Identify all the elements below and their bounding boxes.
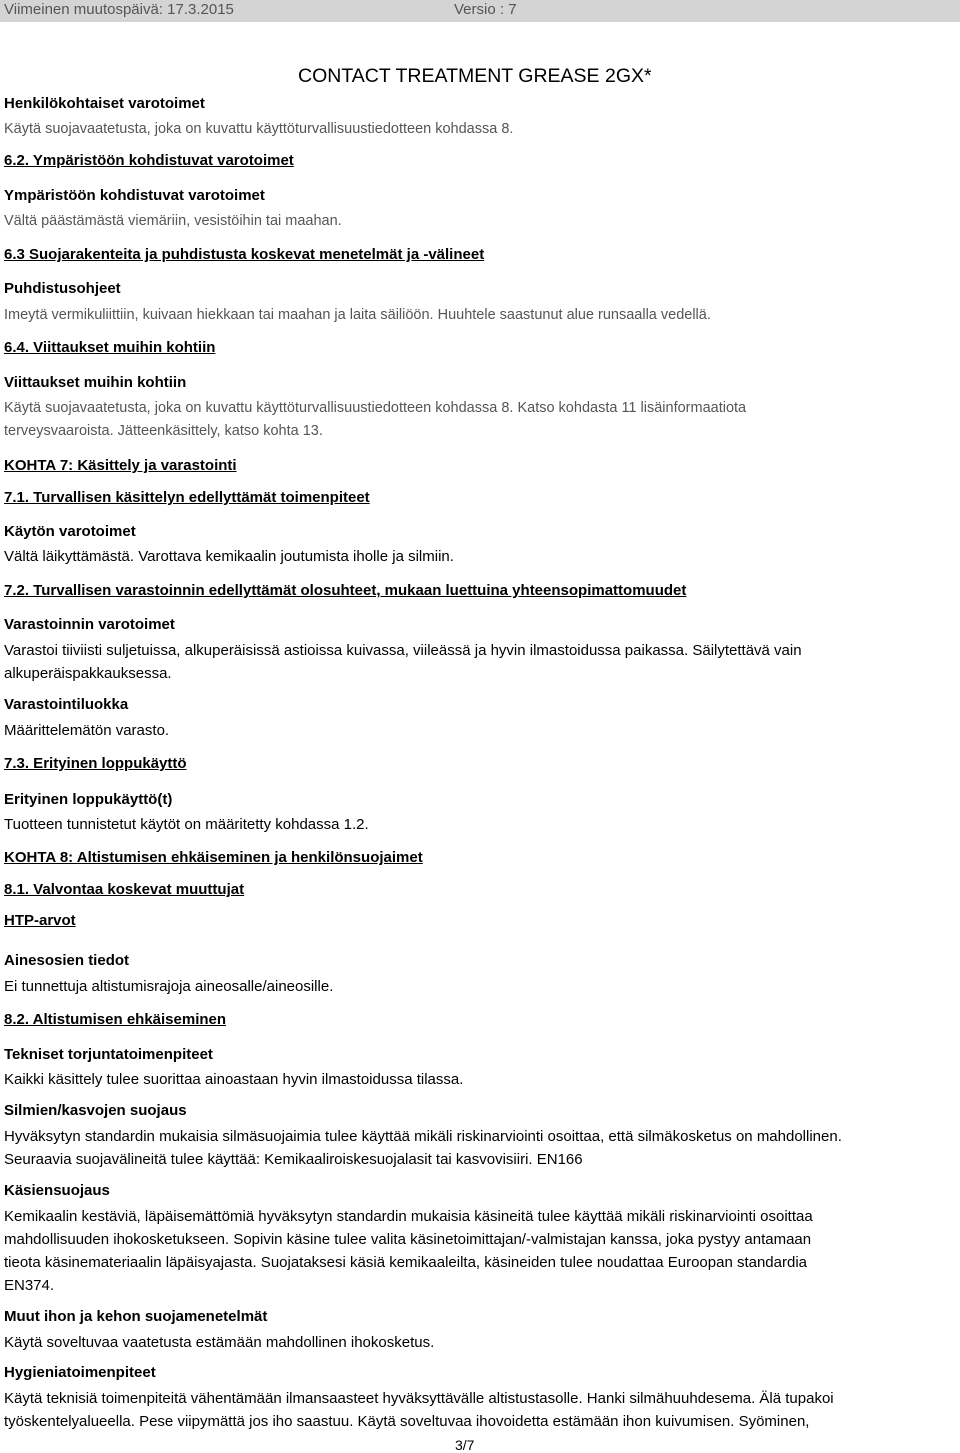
section-heading: 7.1. Turvallisen käsittelyn edellyttämät toimenpiteet	[4, 489, 370, 506]
section-heading: Imeytä vermikuliittiin, kuivaan hiekkaan tai maahan ja laita säiliöön. Huuhtele saastunut alue runsaalla vedellä.	[4, 307, 711, 323]
body-text: Seuraavia suojavälineitä tulee käyttää: Kemikaaliroiskesuojalasit tai kasvovisiiri. EN166	[4, 1151, 583, 1168]
section-heading: 7.2. Turvallisen varastoinnin edellyttämät olosuhteet, mukaan luettuina yhteensopimattomuudet	[4, 582, 687, 599]
section-heading: KOHTA 8: Altistumisen ehkäiseminen ja henkilönsuojaimet	[4, 849, 423, 866]
body-text: tieota käsinemateriaalin läpäisyajasta. Suojataksesi käsiä kemikaaleilta, käsineiden tulee noudattaa Euroopan standardia	[4, 1254, 807, 1271]
product-title: CONTACT TREATMENT GREASE 2GX*	[298, 65, 652, 87]
section-heading: Käytä suojavaatetusta, joka on kuvattu käyttöturvallisuustiedotteen kohdassa 8.	[4, 121, 514, 137]
section-heading: 8.2. Altistumisen ehkäiseminen	[4, 1011, 227, 1028]
section-heading: HTP-arvot	[4, 912, 76, 929]
section-heading: 6.2. Ympäristöön kohdistuvat varotoimet	[4, 152, 294, 169]
section-heading: 8.1. Valvontaa koskevat muuttujat	[4, 881, 245, 898]
body-text: työskentelyalueella. Pese viipymättä jos iho saastuu. Käytä soveltuvaa ihovoidetta estämään ihon kuivumisen. Syöminen,	[4, 1413, 810, 1430]
subheading: Hygieniatoimenpiteet	[4, 1364, 156, 1381]
section-heading: KOHTA 7: Käsittely ja varastointi	[4, 457, 237, 474]
section-heading: terveysvaaroista. Jätteenkäsittely, katso kohta 13.	[4, 423, 323, 439]
body-text: Tuotteen tunnistetut käytöt on määritetty kohdassa 1.2.	[4, 816, 369, 833]
page-number: 3/7	[455, 1437, 475, 1453]
body-text: alkuperäispakkauksessa.	[4, 665, 172, 682]
body-text: mahdollisuuden ihokosketukseen. Sopivin käsine tulee valita käsinetoimittajan/-valmistajan kanssa, joka pystyy antamaan	[4, 1231, 812, 1248]
subheading: Varastoinnin varotoimet	[4, 616, 175, 633]
body-text: Määrittelemätön varasto.	[4, 722, 170, 739]
subheading: Tekniset torjuntatoimenpiteet	[4, 1046, 213, 1063]
subheading: Henkilökohtaiset varotoimet	[4, 95, 205, 112]
body-text: Käytä soveltuvaa vaatetusta estämään mahdollinen ihokosketus.	[4, 1334, 435, 1351]
body-text: Ei tunnettuja altistumisrajoja aineosalle/aineosille.	[4, 978, 334, 995]
body-text: Käytä teknisiä toimenpiteitä vähentämään ilmansaasteet hyväksyttävälle altistustasolle. Hanki silmähuuhdesema. Älä tupakoi	[4, 1390, 834, 1407]
subheading: Ainesosien tiedot	[4, 952, 130, 969]
subheading: Viittaukset muihin kohtiin	[4, 374, 187, 391]
body-text: Hyväksytyn standardin mukaisia silmäsuojaimia tulee käyttää mikäli riskinarviointi osoittaa, että silmäkosketus on mahdollinen.	[4, 1128, 842, 1145]
body-text: Vältä läikyttämästä. Varottava kemikaalin joutumista iholle ja silmiin.	[4, 548, 454, 565]
section-heading: 6.3 Suojarakenteita ja puhdistusta koskevat menetelmät ja -välineet	[4, 246, 485, 263]
version-label: Versio : 7	[454, 1, 517, 18]
section-heading: Vältä päästämästä viemäriin, vesistöihin tai maahan.	[4, 213, 342, 229]
section-heading: 7.3. Erityinen loppukäyttö	[4, 755, 187, 772]
body-text: EN374.	[4, 1277, 55, 1294]
body-text: Kaikki käsittely tulee suorittaa ainoastaan hyvin ilmastoidussa tilassa.	[4, 1071, 464, 1088]
subheading: Käsiensuojaus	[4, 1182, 110, 1199]
body-text: Varastoi tiiviisti suljetuissa, alkuperäisissä astioissa kuivassa, viileässä ja hyvin ilmastoidussa paikassa. Säilytettävä vain	[4, 642, 802, 659]
subheading: Puhdistusohjeet	[4, 280, 121, 297]
subheading: Silmien/kasvojen suojaus	[4, 1102, 187, 1119]
body-text: Kemikaalin kestäviä, läpäisemättömiä hyväksytyn standardin mukaisia käsineitä tulee käyttää mikäli riskinarviointi osoittaa	[4, 1208, 813, 1225]
subheading: Erityinen loppukäyttö(t)	[4, 791, 173, 808]
section-heading: Käytä suojavaatetusta, joka on kuvattu käyttöturvallisuustiedotteen kohdassa 8. Katso kohdasta 11 lisäinformaatiota	[4, 400, 747, 416]
subheading: Muut ihon ja kehon suojamenetelmät	[4, 1308, 268, 1325]
subheading: Käytön varotoimet	[4, 523, 136, 540]
section-heading: 6.4. Viittaukset muihin kohtiin	[4, 339, 216, 356]
subheading: Varastointiluokka	[4, 696, 129, 713]
revision-date: Viimeinen muutospäivä: 17.3.2015	[4, 1, 234, 18]
subheading: Ympäristöön kohdistuvat varotoimet	[4, 187, 265, 204]
